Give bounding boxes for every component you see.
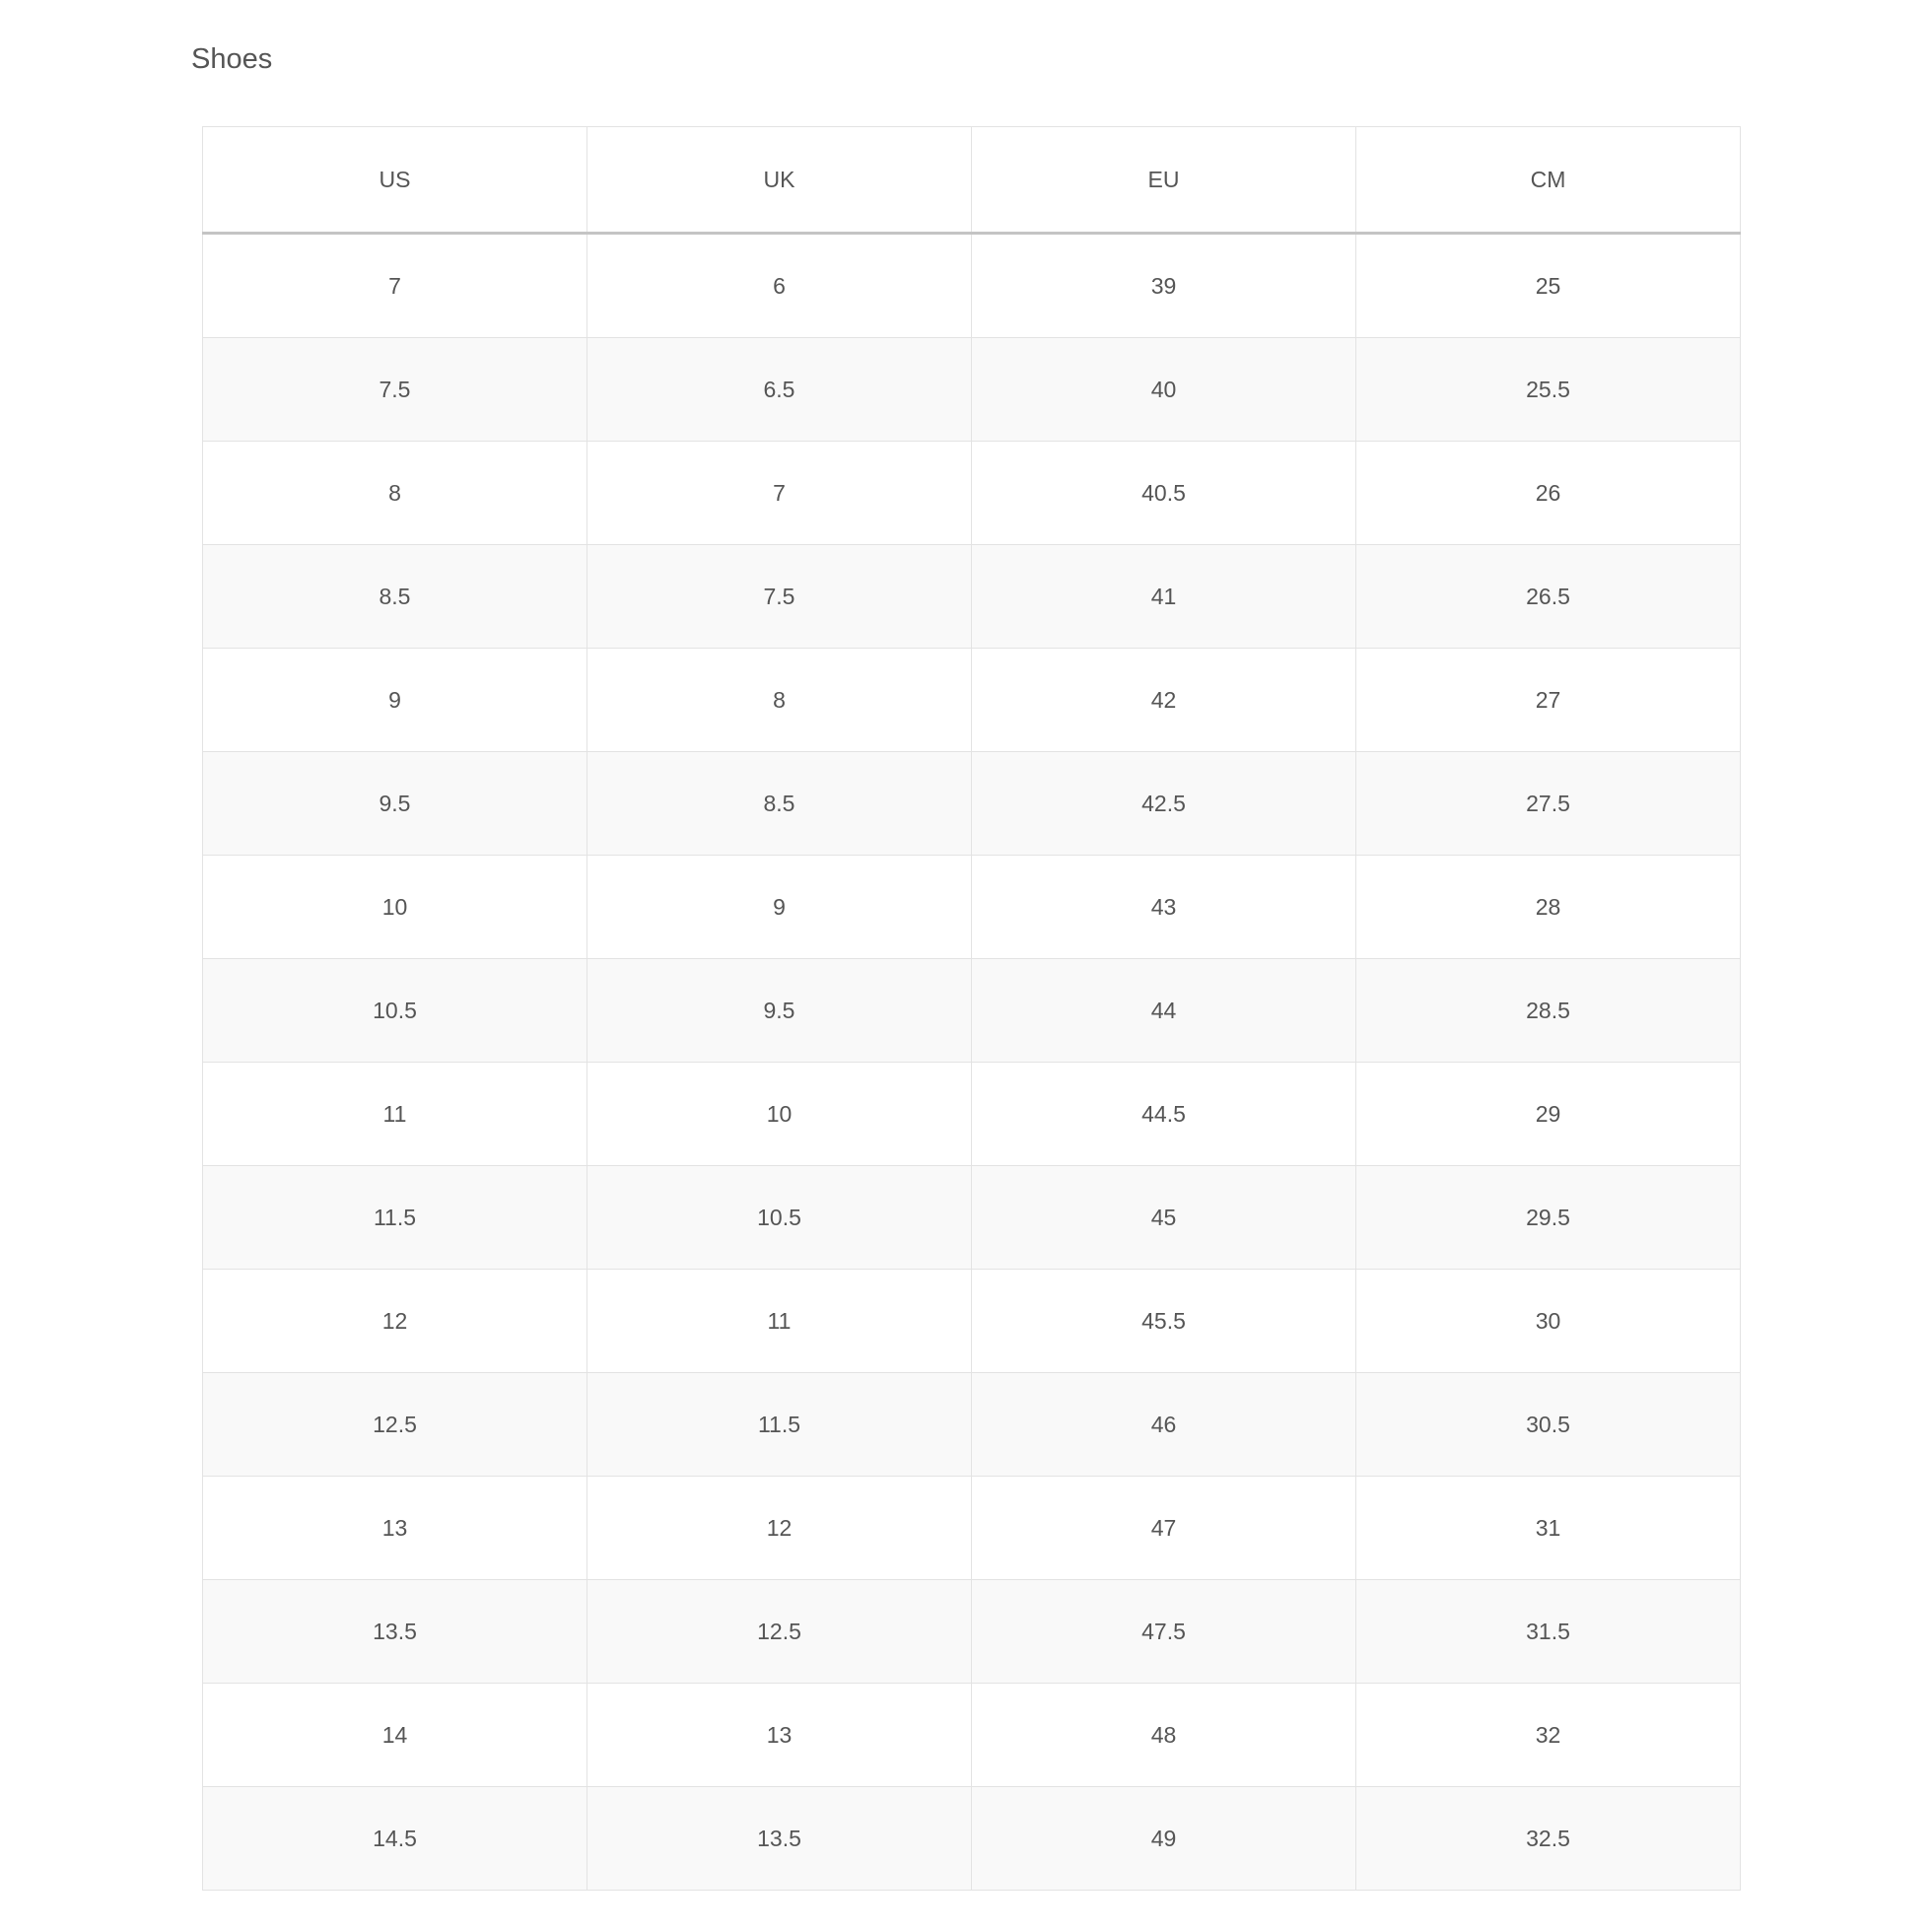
table-row (203, 1580, 1741, 1684)
table-cell-eu: 40.5 (972, 442, 1356, 545)
table-cell-uk: 10.5 (587, 1166, 972, 1270)
table-row (203, 1787, 1741, 1891)
table-cell-cm: 25 (1356, 234, 1741, 338)
table-cell-cm: 30.5 (1356, 1373, 1741, 1477)
table-cell-us: 12.5 (203, 1373, 587, 1477)
table-header (203, 127, 1741, 234)
table-row (203, 234, 1741, 338)
table-row (203, 1477, 1741, 1580)
table-cell-uk: 11.5 (587, 1373, 972, 1477)
table-row (203, 545, 1741, 649)
table-cell-eu: 45 (972, 1166, 1356, 1270)
table-cell-uk: 11 (587, 1270, 972, 1373)
table-cell-cm: 31.5 (1356, 1580, 1741, 1684)
table-cell-eu: 46 (972, 1373, 1356, 1477)
table-row (203, 1270, 1741, 1373)
table-cell-us: 11.5 (203, 1166, 587, 1270)
table-body (203, 234, 1741, 1891)
table-row (203, 1373, 1741, 1477)
table-cell-us: 8.5 (203, 545, 587, 649)
table-cell-uk: 7.5 (587, 545, 972, 649)
table-cell-cm: 29 (1356, 1063, 1741, 1166)
table-cell-us: 9 (203, 649, 587, 752)
table-cell-uk: 10 (587, 1063, 972, 1166)
table-cell-uk: 9.5 (587, 959, 972, 1063)
table-cell-us: 12 (203, 1270, 587, 1373)
table-cell-cm: 27.5 (1356, 752, 1741, 856)
table-row (203, 649, 1741, 752)
shoe-size-table (202, 126, 1741, 1891)
table-row (203, 338, 1741, 442)
header-row (203, 127, 1741, 234)
table-cell-eu: 44.5 (972, 1063, 1356, 1166)
table-cell-eu: 47 (972, 1477, 1356, 1580)
table-row (203, 1684, 1741, 1787)
table-cell-us: 7.5 (203, 338, 587, 442)
table-cell-uk: 6 (587, 234, 972, 338)
table-cell-us: 8 (203, 442, 587, 545)
table-cell-eu: 48 (972, 1684, 1356, 1787)
table-cell-cm: 32 (1356, 1684, 1741, 1787)
table-cell-cm: 26.5 (1356, 545, 1741, 649)
table-cell-us: 13.5 (203, 1580, 587, 1684)
table-cell-cm: 31 (1356, 1477, 1741, 1580)
table-row (203, 1063, 1741, 1166)
table-cell-us: 13 (203, 1477, 587, 1580)
table-cell-eu: 39 (972, 234, 1356, 338)
table-cell-uk: 7 (587, 442, 972, 545)
table-cell-us: 14.5 (203, 1787, 587, 1891)
table-cell-eu: 42.5 (972, 752, 1356, 856)
table-cell-uk: 12.5 (587, 1580, 972, 1684)
table-cell-us: 11 (203, 1063, 587, 1166)
table-cell-eu: 47.5 (972, 1580, 1356, 1684)
section-title: Shoes (191, 43, 273, 75)
table-cell-uk: 9 (587, 856, 972, 959)
table-cell-us: 7 (203, 234, 587, 338)
table-cell-uk: 12 (587, 1477, 972, 1580)
table-cell-eu: 45.5 (972, 1270, 1356, 1373)
table-cell-cm: 25.5 (1356, 338, 1741, 442)
table-cell-us: 10 (203, 856, 587, 959)
table-row (203, 1166, 1741, 1270)
table-cell-eu: 44 (972, 959, 1356, 1063)
table-cell-eu: 42 (972, 649, 1356, 752)
table-cell-cm: 32.5 (1356, 1787, 1741, 1891)
table-cell-cm: 28.5 (1356, 959, 1741, 1063)
table-row (203, 752, 1741, 856)
table-cell-uk: 13 (587, 1684, 972, 1787)
table-cell-cm: 28 (1356, 856, 1741, 959)
table-row (203, 959, 1741, 1063)
table-cell-us: 10.5 (203, 959, 587, 1063)
table-cell-uk: 8 (587, 649, 972, 752)
column-header-eu: EU (972, 127, 1356, 234)
table-cell-uk: 13.5 (587, 1787, 972, 1891)
column-header-uk: UK (587, 127, 972, 234)
table-cell-uk: 6.5 (587, 338, 972, 442)
table-cell-cm: 27 (1356, 649, 1741, 752)
table-cell-us: 9.5 (203, 752, 587, 856)
table-cell-eu: 43 (972, 856, 1356, 959)
table-cell-us: 14 (203, 1684, 587, 1787)
table-cell-cm: 30 (1356, 1270, 1741, 1373)
column-header-cm: CM (1356, 127, 1741, 234)
table-cell-uk: 8.5 (587, 752, 972, 856)
table-cell-eu: 41 (972, 545, 1356, 649)
column-header-us: US (203, 127, 587, 234)
table-cell-cm: 26 (1356, 442, 1741, 545)
table-cell-eu: 49 (972, 1787, 1356, 1891)
table-cell-eu: 40 (972, 338, 1356, 442)
table-row (203, 856, 1741, 959)
table-row (203, 442, 1741, 545)
table-cell-cm: 29.5 (1356, 1166, 1741, 1270)
